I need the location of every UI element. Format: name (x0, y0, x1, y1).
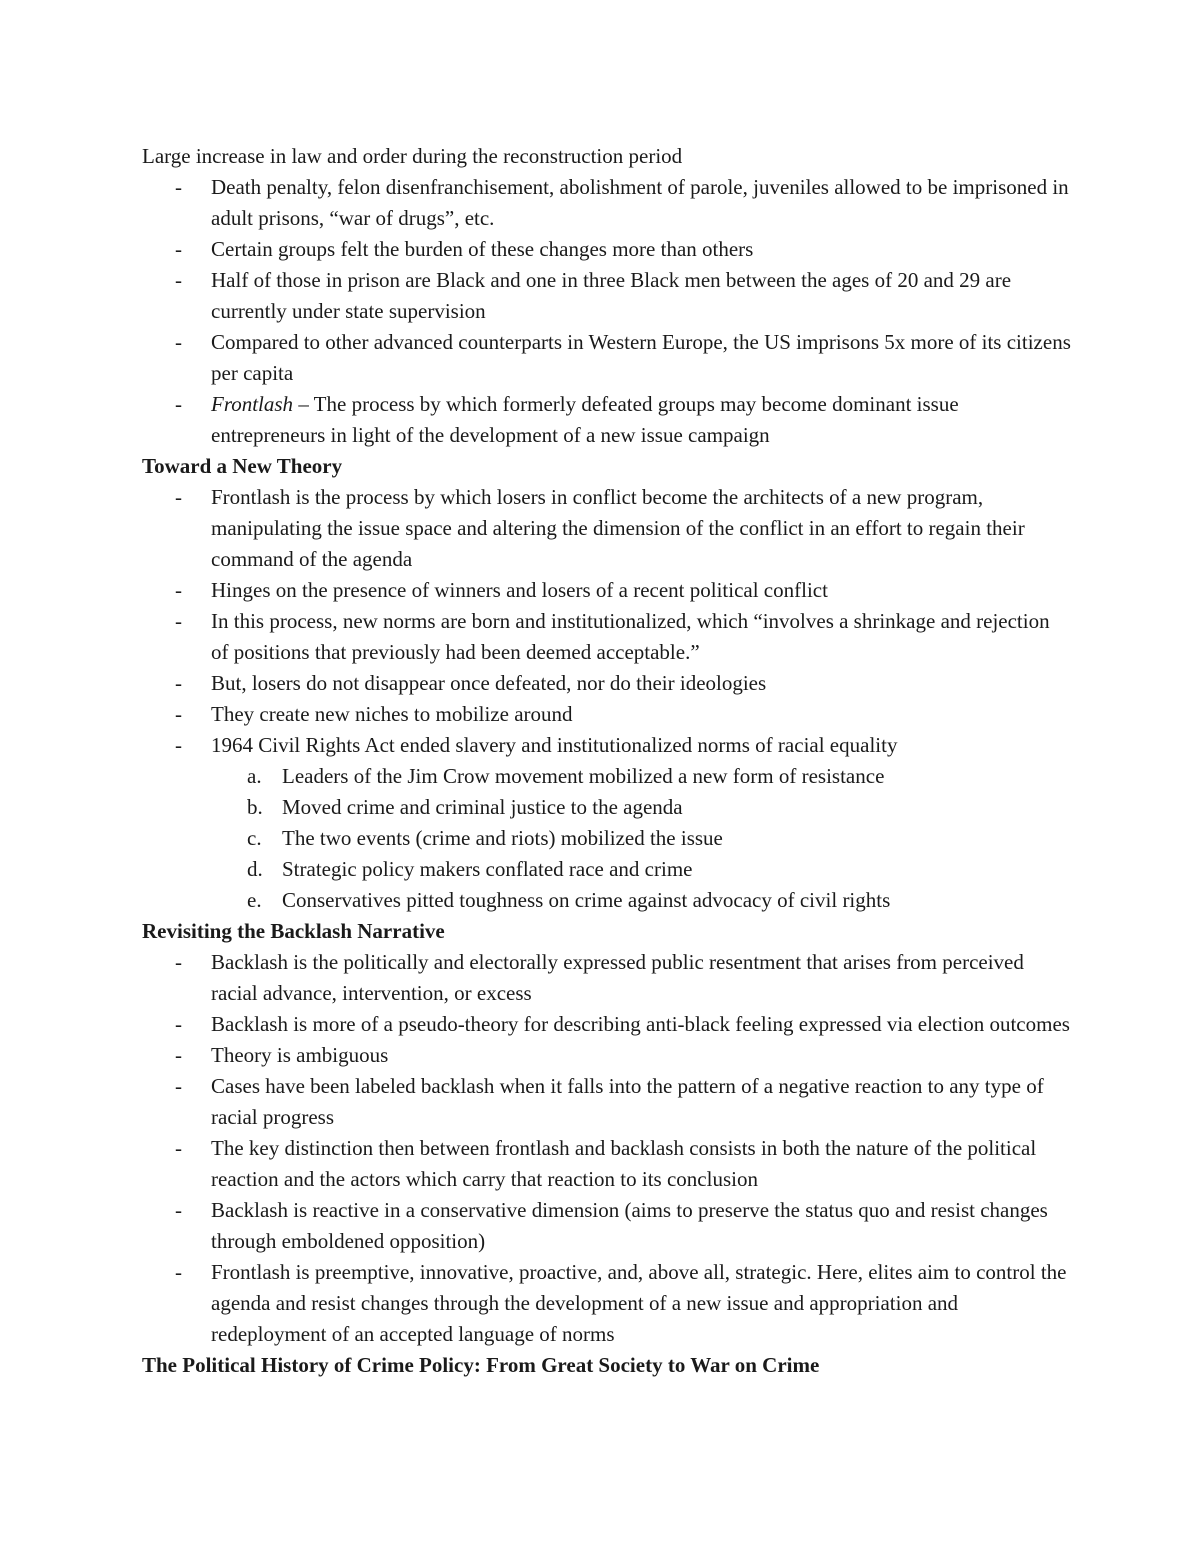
bullet-marker: - (175, 950, 182, 974)
section-heading-crime-policy: The Political History of Crime Policy: From Great Society to War on Crime (142, 1353, 820, 1377)
list-item (142, 482, 1072, 575)
bullet-marker: - (175, 330, 182, 354)
list-item-text: Half of those in prison are Black and one in three Black men between the ages of 20 and 29 are currently under state supervision (211, 268, 1012, 323)
bullet-marker: - (175, 1260, 182, 1284)
list-item (142, 265, 1072, 327)
list-item-text: Hinges on the presence of winners and losers of a recent political conflict (211, 578, 828, 602)
sub-list-marker: e. (247, 888, 262, 912)
section3-list (142, 947, 1072, 1350)
list-item (142, 172, 1072, 234)
list-item-text: Frontlash is the process by which losers in conflict become the architects of a new program, manipulating the issue space and altering the dimension of the conflict in an effort to regain their command of the agenda (211, 485, 1025, 571)
list-item (142, 668, 1072, 699)
list-item-text: Compared to other advanced counterparts in Western Europe, the US imprisons 5x more of its citizens per capita (211, 330, 1071, 385)
section-heading-backlash: Revisiting the Backlash Narrative (142, 919, 445, 943)
list-item-text: 1964 Civil Rights Act ended slavery and institutionalized norms of racial equality (211, 733, 898, 757)
sub-list-marker: a. (247, 764, 262, 788)
sub-list-item-text: The two events (crime and riots) mobilized the issue (282, 826, 723, 850)
bullet-marker: - (175, 1074, 182, 1098)
list-item (142, 1133, 1072, 1195)
list-item (142, 327, 1072, 389)
bullet-marker: - (175, 268, 182, 292)
list-item (142, 699, 1072, 730)
sub-list-item-text: Moved crime and criminal justice to the agenda (282, 795, 683, 819)
sub-list-item (211, 823, 1072, 854)
bullet-marker: - (175, 702, 182, 726)
bullet-marker: - (175, 578, 182, 602)
bullet-marker: - (175, 1043, 182, 1067)
frontlash-definition: – The process by which formerly defeated groups may become dominant issue entrepreneurs in light of the development of a new issue campaign (211, 392, 959, 447)
intro-line: Large increase in law and order during the reconstruction period (142, 144, 683, 168)
bullet-marker: - (175, 175, 182, 199)
list-item (142, 1071, 1072, 1133)
list-item-text: Certain groups felt the burden of these changes more than others (211, 237, 754, 261)
sub-list-item-text: Leaders of the Jim Crow movement mobilized a new form of resistance (282, 764, 885, 788)
sub-list-item (211, 761, 1072, 792)
frontlash-term: Frontlash (211, 392, 294, 416)
list-item (142, 575, 1072, 606)
list-item-text: Theory is ambiguous (211, 1043, 389, 1067)
bullet-marker: - (175, 671, 182, 695)
sub-list-marker: b. (247, 795, 263, 819)
document-content (142, 141, 1072, 1381)
sub-list-item (211, 792, 1072, 823)
list-item (142, 606, 1072, 668)
section2-list (142, 482, 1072, 916)
sub-list-item-text: Conservatives pitted toughness on crime against advocacy of civil rights (282, 888, 891, 912)
bullet-marker: - (175, 485, 182, 509)
sub-list-item (211, 885, 1072, 916)
bullet-marker: - (175, 392, 182, 416)
civil-rights-sublist (211, 761, 1072, 916)
list-item-text: The key distinction then between frontlash and backlash consists in both the nature of the political reaction and the actors which carry that reaction to its conclusion (211, 1136, 1037, 1191)
list-item (142, 1040, 1072, 1071)
list-item (142, 1195, 1072, 1257)
list-item-text: Backlash is reactive in a conservative dimension (aims to preserve the status quo and resist changes through emboldened opposition) (211, 1198, 1048, 1253)
sub-list-item-text: Strategic policy makers conflated race and crime (282, 857, 693, 881)
list-item (142, 1009, 1072, 1040)
sub-list-marker: d. (247, 857, 263, 881)
list-item (142, 947, 1072, 1009)
section1-list (142, 172, 1072, 451)
bullet-marker: - (175, 237, 182, 261)
list-item-text: Frontlash is preemptive, innovative, proactive, and, above all, strategic. Here, elites aim to control the agenda and resist changes through the development of a new issue and appropriation and redeployment of an accepted language of norms (211, 1260, 1067, 1346)
list-item-text: Cases have been labeled backlash when it falls into the pattern of a negative reaction to any type of racial progress (211, 1074, 1044, 1129)
section-heading-new-theory: Toward a New Theory (142, 454, 343, 478)
sub-list-marker: c. (247, 826, 262, 850)
bullet-marker: - (175, 1136, 182, 1160)
list-item (142, 1257, 1072, 1350)
list-item-text: Backlash is the politically and electorally expressed public resentment that arises from perceived racial advance, intervention, or excess (211, 950, 1024, 1005)
sub-list-item (211, 854, 1072, 885)
bullet-marker: - (175, 609, 182, 633)
list-item-text: Death penalty, felon disenfranchisement, abolishment of parole, juveniles allowed to be imprisoned in adult prisons, “war of drugs”, etc. (211, 175, 1069, 230)
list-item (142, 730, 1072, 916)
list-item (142, 389, 1072, 451)
list-item (142, 234, 1072, 265)
bullet-marker: - (175, 733, 182, 757)
bullet-marker: - (175, 1012, 182, 1036)
list-item-text: But, losers do not disappear once defeated, nor do their ideologies (211, 671, 767, 695)
list-item-text: They create new niches to mobilize around (211, 702, 573, 726)
list-item-text: In this process, new norms are born and institutionalized, which “involves a shrinkage and rejection of positions that previously had been deemed acceptable.” (211, 609, 1050, 664)
list-item-text: Backlash is more of a pseudo-theory for describing anti-black feeling expressed via election outcomes (211, 1012, 1070, 1036)
bullet-marker: - (175, 1198, 182, 1222)
